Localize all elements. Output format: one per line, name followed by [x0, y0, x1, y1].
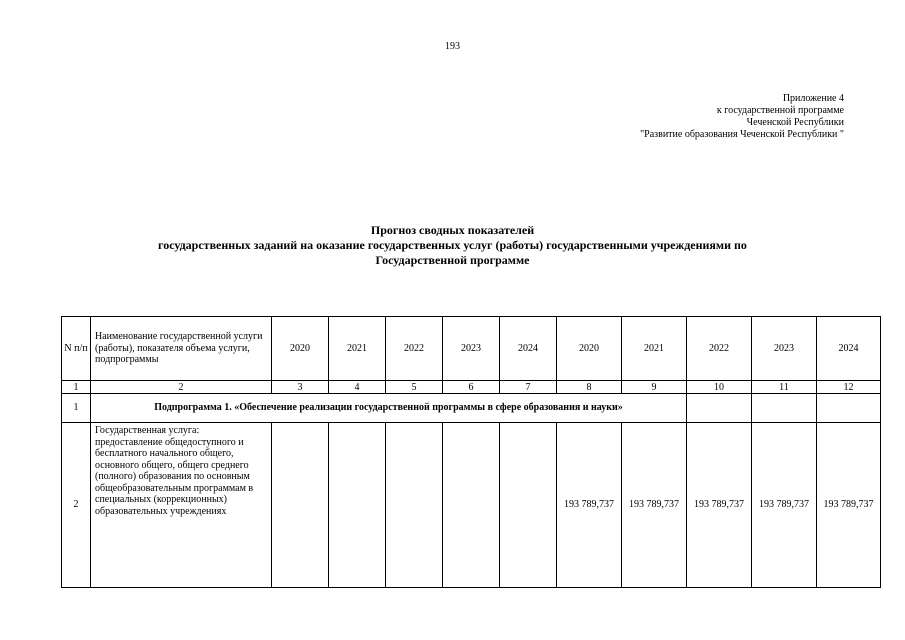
header-year: 2020	[272, 317, 329, 381]
title-line: государственных заданий на оказание государственных услуг (работы) государственными учреждениями по	[158, 238, 747, 252]
column-number: 3	[272, 381, 329, 394]
header-year: 2021	[622, 317, 687, 381]
document-title	[40, 223, 865, 268]
value-cell	[272, 423, 329, 588]
page-number: 193	[445, 41, 460, 52]
appendix-line: к государственной программе	[716, 105, 844, 116]
header-year: 2024	[817, 317, 881, 381]
value-cell	[443, 423, 500, 588]
row-num: 1	[62, 394, 91, 423]
column-number: 11	[752, 381, 817, 394]
subprogram-row	[62, 394, 881, 423]
column-number: 9	[622, 381, 687, 394]
header-year: 2023	[443, 317, 500, 381]
title-line: Прогноз сводных показателей	[370, 223, 535, 237]
column-number: 1	[62, 381, 91, 394]
value-cell: 193 789,737	[687, 423, 752, 588]
column-number-row	[62, 381, 881, 394]
value-cell	[500, 423, 557, 588]
appendix-line: "Развитие образования Чеченской Республики "	[640, 129, 844, 140]
header-year: 2022	[386, 317, 443, 381]
service-name: Государственная услуга: предоставление общедоступного и бесплатного начального общего, основного общего, общего среднего (полного) образования по основным общеобразовательным программам в специальных (коррекционных) образовательных учреждениях	[91, 423, 272, 588]
value-cell	[386, 423, 443, 588]
value-cell: 193 789,737	[622, 423, 687, 588]
header-year: 2023	[752, 317, 817, 381]
appendix-note	[640, 93, 844, 141]
indicators-table	[61, 316, 881, 588]
value-cell: 193 789,737	[817, 423, 881, 588]
value-cell: 193 789,737	[557, 423, 622, 588]
subprogram-title: Подпрограмма 1. «Обеспечение реализации государственной программы в сфере образования и науки»	[91, 394, 687, 423]
empty-cell	[752, 394, 817, 423]
header-year: 2024	[500, 317, 557, 381]
header-num: N п/п	[62, 317, 91, 381]
appendix-line: Чеченской Республики	[746, 117, 844, 128]
value-cell: 193 789,737	[752, 423, 817, 588]
row-num: 2	[62, 423, 91, 588]
column-number: 7	[500, 381, 557, 394]
empty-cell	[817, 394, 881, 423]
column-number: 2	[91, 381, 272, 394]
column-number: 5	[386, 381, 443, 394]
column-number: 8	[557, 381, 622, 394]
column-number: 4	[329, 381, 386, 394]
value-cell	[329, 423, 386, 588]
title-line: Государственной программе	[375, 253, 530, 267]
appendix-line: Приложение 4	[782, 93, 844, 104]
header-year: 2022	[687, 317, 752, 381]
header-name: Наименование государственной услуги (работы), показателя объема услуги, подпрограммы	[91, 317, 272, 381]
header-year: 2020	[557, 317, 622, 381]
table-header-row	[62, 317, 881, 381]
column-number: 10	[687, 381, 752, 394]
column-number: 12	[817, 381, 881, 394]
header-year: 2021	[329, 317, 386, 381]
empty-cell	[687, 394, 752, 423]
service-row	[62, 423, 881, 588]
column-number: 6	[443, 381, 500, 394]
